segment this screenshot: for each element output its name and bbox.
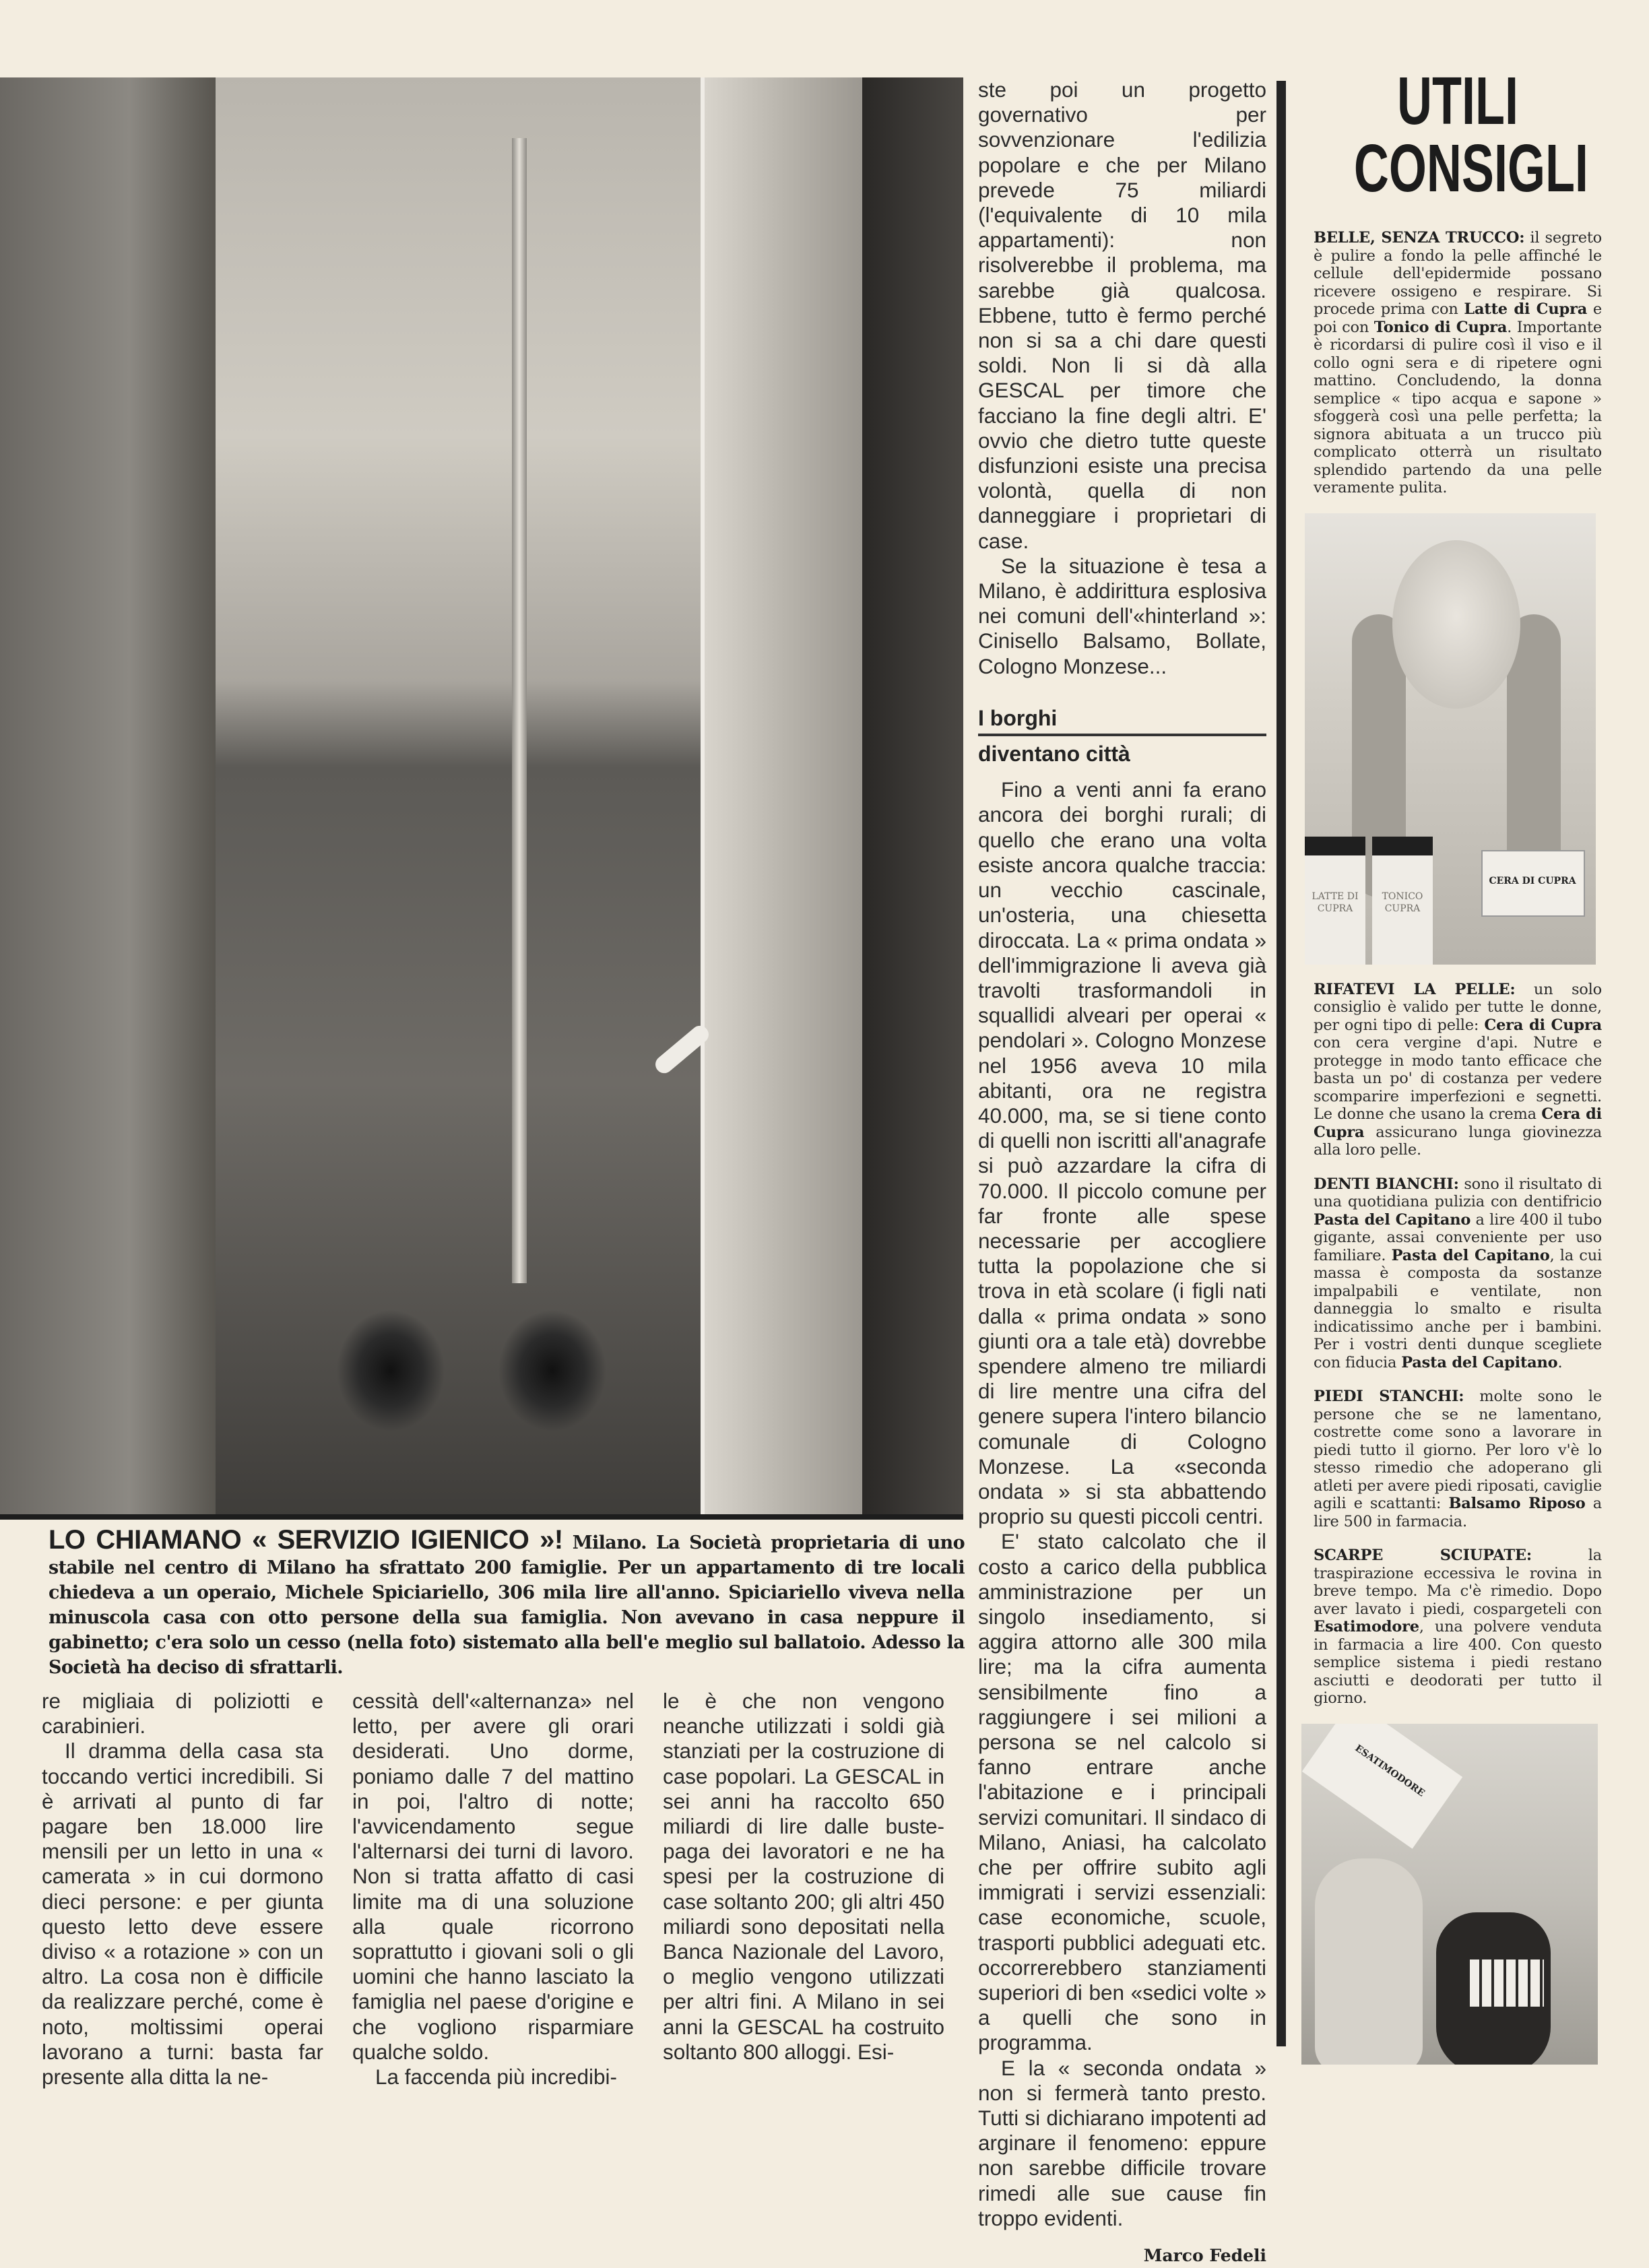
tip-text: sono il risultato di una quotidiana pulizia con dentifricio [1314, 1175, 1603, 1210]
sidebar-title [1314, 63, 1602, 206]
tip-heading: PIEDI STANCHI: [1314, 1388, 1464, 1405]
tip-text: assicurano lunga giovinezza alla loro pelle. [1314, 1123, 1602, 1159]
paragraph: cessità dell'«alternanza» nel letto, per avere gli orari desiderati. Uno dorme, poniamo dalle 7 del mattino in poi, l'altro di notte; l'avvicendamento segue l'alternarsi dei turni di lavoro. Non si tratta affatto di casi limite ma di una soluzione alla quale ricorrono soprattutto i giovani soli o gli uomini che hanno lasciato la famiglia nel paese d'origine e che vogliono risparmiare qualche soldo. [352, 1689, 634, 2064]
product-name: Esatimodore [1314, 1618, 1419, 1635]
article-column-4 [978, 77, 1266, 2268]
tip-belle-senza-trucco [1314, 229, 1602, 497]
paragraph: ste poi un progetto governativo per sovvenzionare l'edilizia popolare e che per Milano prevede 75 miliardi (l'equivalente di 10 mila appartamenti): non risolverebbe il problema, ma sarebbe già qualcosa. Ebbene, tutto è fermo perché non si sa a chi dare questi soldi. Non li si dà alla GESCAL per timore che facciano la fine degli altri. E' ovvio che dietro tutte queste disfunzioni esiste una precisa volontà, quella di non danneggiare i proprietari di case. [978, 77, 1266, 553]
photo-door [701, 77, 866, 1514]
photo-face [1392, 540, 1520, 709]
jar-label: CERA DI CUPRA [1489, 875, 1576, 886]
tip-text: e poi con [1314, 300, 1602, 336]
tip-text: , una polvere venduta in farmacia a lire 400. Con questo semplice sistema i piedi restano asciutti e deodorati per tutto il giorno. [1314, 1618, 1602, 1707]
author-byline: Marco Fedeli [1143, 2246, 1266, 2266]
main-photo-toilet [0, 77, 963, 1520]
cosmetics-photo [1305, 513, 1596, 965]
tip-text: la traspirazione eccessiva le rovina in breve tempo. Ma c'è rimedio. Dopo aver lavato i piedi, cospargeteli con [1314, 1547, 1602, 1618]
photo-door-edge [862, 77, 963, 1514]
powder-bottle-label: ESATIMODORE [1353, 1742, 1427, 1799]
tip-heading: DENTI BIANCHI: [1314, 1175, 1459, 1193]
photo-pipe [512, 138, 527, 1283]
tip-text: a lire 500 in farmacia. [1314, 1495, 1602, 1530]
article-column-3 [663, 1689, 944, 2065]
paragraph: E la « seconda ondata » non si fermerà tanto presto. Tutti si dichiarano impotenti ad arginare il fenomeno: eppure non sarebbe difficile trovare rimedi alle sue cause fin troppo evidenti. [978, 2055, 1266, 2230]
product-name: Pasta del Capitano [1391, 1246, 1550, 1264]
product-name: Pasta del Capitano [1314, 1210, 1471, 1229]
product-name: Cera di Cupra [1484, 1016, 1602, 1034]
photo-foot [1315, 1858, 1423, 2065]
product-name: Balsamo Riposo [1448, 1495, 1586, 1512]
sidebar-utili-consigli [1312, 63, 1603, 2065]
tip-text: un solo consiglio è valido per tutte le donne, per ogni tipo di pelle: [1314, 980, 1602, 1034]
tip-rifatevi-la-pelle [1314, 981, 1602, 1159]
photo-shoe-fringe [1470, 1959, 1544, 2007]
article-column-2 [352, 1689, 634, 2089]
paragraph: Il dramma della casa sta toccando vertici incredibili. Si è arrivati al punto di far pagare ben 18.000 lire mensili per un letto in una « camerata » in cui dormono dieci persone: e per giunta questo letto deve essere diviso « a rotazione » con un altro. La cosa non è difficile da realizzare perché, come è noto, moltissimi operai lavorano a turni: basta far presente alla ditta la ne- [42, 1739, 323, 2089]
photo-caption [48, 1525, 965, 1680]
caption-text: Milano. La Società proprietaria di uno stabile nel centro di Milano ha sfrattato 200 famiglie. Per un appartamento di tre locali chiedeva a un operaio, Michele Spiciariello, 306 mila lire all'anno. Spiciariello viveva nella minuscola casa con otto persone della sua famiglia. Non avevano in casa neppure il gabinetto; c'era solo un cesso (nella foto) sistemato alla bell'e meglio sul ballatoio. Adesso la Società ha deciso di sfrattarli. [48, 1532, 965, 1678]
tip-scarpe-sciupate [1314, 1547, 1602, 1708]
subheading-line-1: I borghi [978, 706, 1266, 736]
product-name: Tonico di Cupra [1373, 318, 1508, 336]
paragraph: Fino a venti anni fa erano ancora dei borghi rurali; di quello che erano una volta esiste ancora qualche traccia: un vecchio cascinale, un'osteria, una chiesetta diroccata. La « prima ondata » dell'immigrazione li aveva già travolti trasformandoli in squallidi alveari per operai « pendolari ». Cologno Monzese nel 1956 aveva 10 mila abitanti, ora ne registra 40.000, ma, se si tiene conto di quelli non iscritti all'anagrafe si può azzardare la cifra di 70.000. Il piccolo comune per far fronte alle spese necessarie per accogliere tutta la popolazione che si trova in età scolare (i figli nati dalla « prima ondata » sono giunti ora a tale età) dovrebbe spendere almeno tre miliardi di lire mentre una cifra del genere supera l'intero bilancio comunale di Cologno Monzese. La «seconda ondata » si sta abbattendo proprio su questi piccoli centri. [978, 777, 1267, 1529]
paragraph: Se la situazione è tesa a Milano, è addirittura esplosiva nei comuni dell'«hinterland »: Cinisello Balsamo, Bollate, Cologno Monzese... [978, 553, 1266, 678]
tip-text: con cera vergine d'api. Nutre e protegge in modo tanto efficace che basta un po' di costanza per vedere scomparire imperfezioni e segnetti. Le donne che usano la crema [1314, 1034, 1602, 1123]
photo-powder-bottle [1302, 1724, 1462, 1849]
bottle-label: TONICO CUPRA [1382, 890, 1423, 914]
photo-wall [0, 77, 216, 1514]
sidebar-title-line-2: CONSIGLI [1353, 131, 1588, 206]
tip-text: molte sono le persone che se ne lamentano, costrette come sono a lavorare in piedi tutto il giorno. Per loro v'è lo stesso rimedio che adoperano gli atleti per avere piedi riposati, caviglie agili e scattanti: [1314, 1388, 1602, 1512]
product-name: Cera di Cupra [1314, 1105, 1602, 1141]
article-column-1 [42, 1689, 323, 2089]
bottle-label: LATTE DI CUPRA [1312, 890, 1359, 914]
tip-text: a lire 400 il tubo gigante, assai conveniente per uso familiare. [1314, 1210, 1602, 1264]
caption-title: LO CHIAMANO « SERVIZIO IGIENICO »! [48, 1525, 563, 1555]
tip-heading: SCARPE SCIUPATE: [1314, 1547, 1532, 1564]
tip-text: . Importante è ricordarsi di pulire così il viso e il collo ogni sera e di ripetere ogni mattino. Concludendo, la donna semplice « tipo acqua e sapone » sfoggerà così una pelle perfetta; la signora abituata a un trucco più complicato otterrà un risultato splendido partendo da una pelle veramente pulita. [1314, 318, 1602, 496]
tip-text: , la cui massa è composta da sostanze impalpabili e ventilate, non danneggia lo smalto e risulta indicatissimo anche per i bambini. Per i vostri denti dunque scegliete con fiducia [1314, 1246, 1602, 1371]
product-name: Latte di Cupra [1464, 300, 1588, 318]
tip-piedi-stanchi [1314, 1388, 1602, 1530]
tip-heading: BELLE, SENZA TRUCCO: [1314, 229, 1525, 247]
paragraph: re migliaia di poliziotti e carabinieri. [42, 1689, 323, 1739]
tip-text: . [1557, 1353, 1563, 1371]
product-name: Pasta del Capitano [1401, 1353, 1558, 1371]
sidebar-title-line-1: UTILI [1397, 63, 1518, 139]
tip-heading: RIFATEVI LA PELLE: [1314, 980, 1516, 998]
paragraph: le è che non vengono neanche utilizzati i soldi già stanziati per la costruzione di case popolari. La GESCAL in sei anni ha raccolto 650 miliardi di lire dalle buste-paga dei lavoratori e ne ha spesi per la costruzione di case soltanto 200; gli altri 450 miliardi sono depositati nella Banca Nazionale del Lavoro, o meglio vengono utilizzati per altri fini. A Milano in sei anni la GESCAL ha costruito soltanto 800 alloggi. Esi- [663, 1689, 944, 2064]
paragraph: La faccenda più incredibi- [375, 2065, 617, 2089]
tip-denti-bianchi [1314, 1175, 1602, 1372]
subheading-line-2: diventano città [978, 742, 1130, 767]
sidebar-divider [1276, 81, 1286, 2046]
tip-text: il segreto è pulire a fondo la pelle affinché le cellule dell'epidermide possano ricevere ossigeno e respirare. Si procede prima con [1314, 229, 1603, 318]
shoe-powder-photo [1301, 1724, 1598, 2065]
paragraph: E' stato calcolato che il costo a carico della pubblica amministrazione per un singolo insediamento, si aggira attorno alle 300 mila lire; ma la cifra aumenta sensibilmente fino a raggiungere i sei milioni a persona se nel calcolo si fanno entrare anche l'abitazione e i principali servizi comunitari. Il sindaco di Milano, Aniasi, ha calcolato che per offrire subito agli immigrati i servizi essenziali: case economiche, scuole, trasporti pubblici adeguati etc. occorrerebbero stanziamenti superiori di ben «sedici volte » a quelli che sono in programma. [978, 1529, 1266, 2055]
